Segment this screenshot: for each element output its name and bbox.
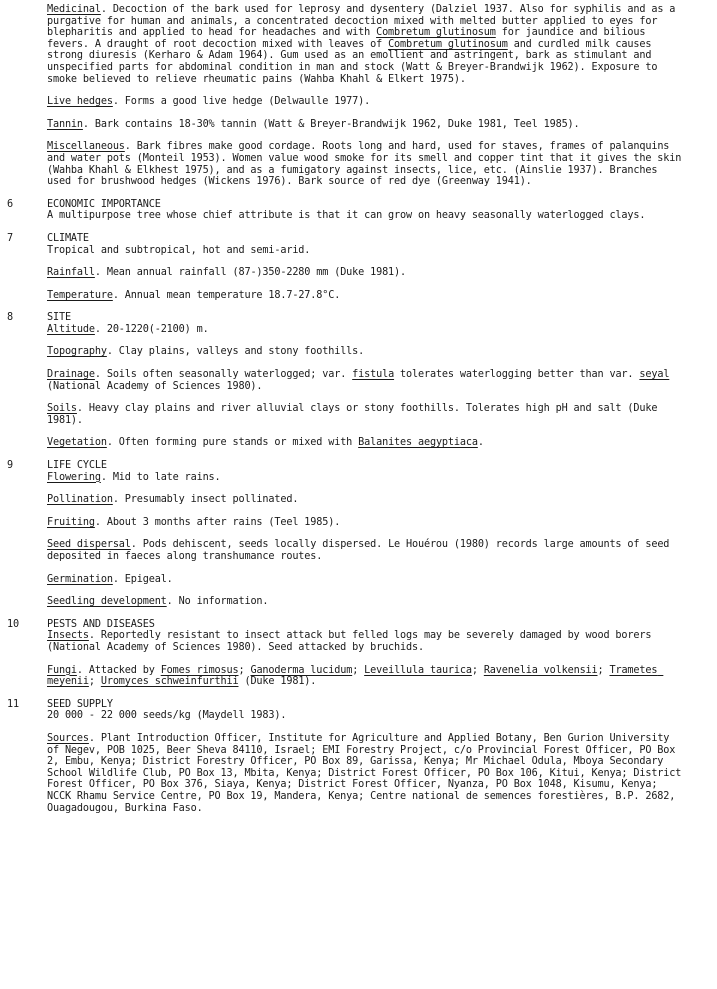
section-economic-importance (7, 198, 687, 222)
live-hedges-paragraph: Live hedges. Forms a good live hedge (Delwaulle 1977). (47, 96, 371, 108)
live-hedges-heading: Live hedges (47, 96, 113, 108)
section-pests-diseases (7, 618, 687, 688)
section-life-cycle (7, 460, 687, 608)
document-page (7, 4, 688, 814)
drainage-paragraph: Drainage. Soils often seasonally waterlogged; var. fistula tolerates waterlogging better than var. seyal (National Academy of Sciences 1980). (47, 369, 676, 392)
topography-paragraph: Topography. Clay plains, valleys and stony foothills. (47, 346, 365, 358)
sources-paragraph: Sources. Plant Introduction Officer, Institute for Agriculture and Applied Botany, Ben Gurion University of Negev, POB 1025, Beer Sheva 84110, Israel; EMI Forestry Project, c/o Provincial Forest Officer, PO Box 2, Embu, Kenya; District Forestry Officer, PO Box 89, Garissa, Kenya; Mr Michael Odula, Mboya Secondary School Wildlife Club, PO Box 13, Mbita, Kenya; District Forest Officer, PO Box 106, Kitui, Kenya; District Forest Officer, PO Box 376, Siaya, Kenya; District Forest Officer, Nyanza, PO Box 1048, Kisumu, Kenya; NCCK Rhamu Service Centre, PO Box 19, Mandera, Kenya; Centre national de semences forestières, B.P. 2682, Ouagadougou, Burkina Faso. (47, 732, 688, 814)
section-number: 9 (7, 460, 13, 472)
section-number: 10 (7, 618, 19, 630)
germination-paragraph: Germination. Epigeal. (47, 573, 173, 585)
medicinal-heading: Medicinal (47, 4, 101, 15)
section-site (7, 312, 687, 449)
section-title: SEED SUPPLY (47, 698, 113, 710)
section-title: ECONOMIC IMPORTANCE (47, 198, 161, 210)
flowering-paragraph: Flowering. Mid to late rains. (47, 471, 221, 483)
seedling-development-paragraph: Seedling development. No information. (47, 596, 269, 608)
economic-text: A multipurpose tree whose chief attribute is that it can grow on heavy seasonally waterlogged clays. (47, 210, 646, 222)
medicinal-paragraph: Medicinal. Decoction of the bark used for leprosy and dysentery (Dalziel 1937. Also for syphilis and as a purgative for human and animals, a concentrated decoction mixed with melted butter applied to eyes for blepharitis and applied to head for headaches and with Combretum glutinosum for jaundice and bilious fevers. A draught of root decoction mixed with leaves of Combretum glutinosum and curdled milk causes strong diuresis (Kerharo & Adam 1964). Gum used as an emollient and astringent, bark as stimulant and unspecified parts for abdominal condition in man and stock (Watt & Breyer-Brandwijk 1962). Exposure to smoke believed to relieve rheumatic pains (Wahba Khahl & Elkert 1975). (47, 4, 682, 85)
vegetation-paragraph: Vegetation. Often forming pure stands or mixed with Balanites aegyptiaca. (47, 437, 484, 449)
section-number: 6 (7, 198, 13, 210)
seed-supply-text: 20 000 - 22 000 seeds/kg (Maydell 1983). (47, 710, 287, 722)
section-seed-supply (7, 698, 688, 814)
tannin-paragraph: Tannin. Bark contains 18-30% tannin (Watt & Breyer-Brandwijk 1962, Duke 1981, Teel 1985). (47, 118, 580, 130)
rainfall-paragraph: Rainfall. Mean annual rainfall (87-)350-2280 mm (Duke 1981). (47, 267, 407, 279)
climate-text: Tropical and subtropical, hot and semi-arid. (47, 244, 311, 256)
miscellaneous-paragraph: Miscellaneous. Bark fibres make good cordage. Roots long and hard, used for staves, frames of palanquins and water pots (Monteil 1953). Women value wood smoke for its smell and copper tint that it gives the skin (Wahba Khahl & Elkhest 1975), and as a fumigatory against insects, lice, etc. (Ainslie 1937). Branches used for brushwood hedges (Wickens 1976). Bark source of red dye (Greenway 1941). (47, 141, 688, 188)
seed-dispersal-paragraph: Seed dispersal. Pods dehiscent, seeds locally dispersed. Le Houérou (1980) records large amounts of seed deposited in faeces along transhumance routes. (47, 539, 676, 562)
section-title: CLIMATE (47, 232, 89, 244)
insects-paragraph: Insects. Reportedly resistant to insect attack but felled logs may be severely damaged by wood borers (National Academy of Sciences 1980). Seed attacked by bruchids. (47, 630, 658, 653)
tannin-heading: Tannin (47, 118, 83, 130)
fruiting-paragraph: Fruiting. About 3 months after rains (Teel 1985). (47, 516, 341, 528)
section-number: 7 (7, 232, 13, 244)
section-climate (7, 232, 687, 301)
soils-paragraph: Soils. Heavy clay plains and river alluvial clays or stony foothills. Tolerates high pH and salt (Duke 1981). (47, 403, 664, 426)
fungi-paragraph: Fungi. Attacked by Fomes rimosus; Ganoderma lucidum; Leveillula taurica; Ravenelia volkensii; Trametes meyenii; Uromyces schweinfurthii (Duke 1981). (47, 664, 664, 688)
section-title: LIFE CYCLE (47, 460, 107, 472)
temperature-paragraph: Temperature. Annual mean temperature 18.7-27.8°C. (47, 289, 341, 301)
section-number: 11 (7, 698, 19, 710)
section-title: PESTS AND DISEASES (47, 618, 155, 630)
altitude-paragraph: Altitude. 20-1220(-2100) m. (47, 323, 209, 335)
miscellaneous-heading: Miscellaneous (47, 141, 125, 153)
section-number: 8 (7, 312, 13, 324)
section-title: SITE (47, 312, 71, 324)
pollination-paragraph: Pollination. Presumably insect pollinated. (47, 494, 299, 506)
